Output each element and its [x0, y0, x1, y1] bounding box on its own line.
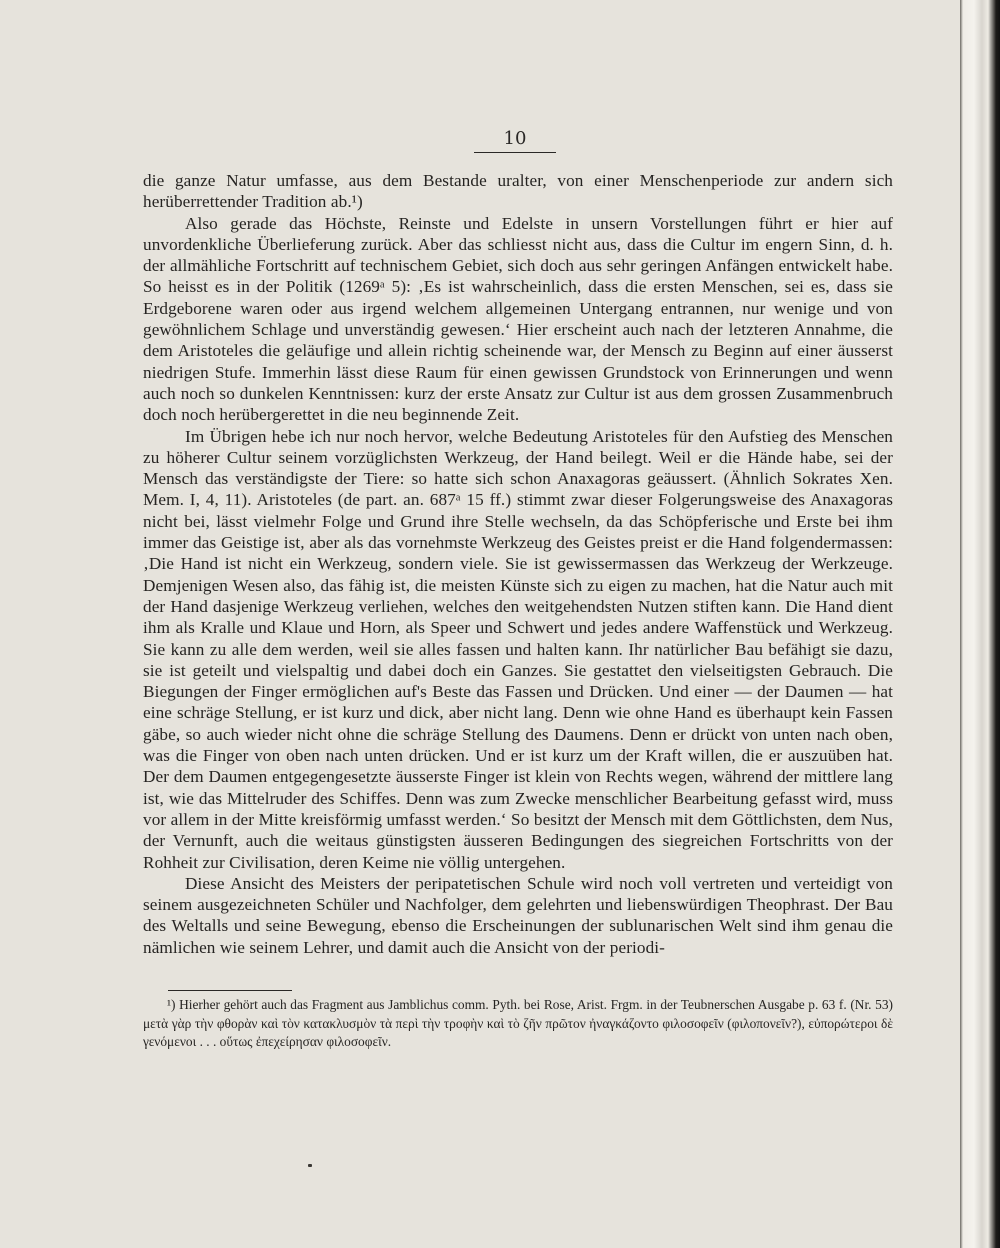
paragraph-tradition: Also gerade das Höchste, Reinste und Edelste in unsern Vorstellungen führt er hier auf unvordenkliche Überlieferung zurück. Aber das schliesst nicht aus, dass die Cultur im engern Sinn, d. h. der allmähliche Fortschritt auf technischem Gebiet, sich doch aus sehr geringen Anfängen entwickelt habe. So heisst es in der Politik (1269ᵃ 5): ‚Es ist wahrscheinlich, dass die ersten Menschen, sei es, dass sie Erdgeborene waren oder aus irgend welchem allgemeinen Untergang entrannen, nur wenige und von gewöhnlichem Schlage und unverständig gewesen.‘ Hier erscheint auch nach der letzteren Annahme, die dem Aristoteles die geläufige und allein richtig scheinende war, der Mensch zu Beginn auf einer äusserst niedrigen Stufe. Immerhin lässt diese Raum für einen gewissen Grundstock von Erinnerungen und wenn auch noch so dunkelen Kenntnissen: kurz der erste Ansatz zur Cultur ist aus dem grossen Zusammenbruch doch noch herübergerettet in die neu beginnende Zeit.	[143, 213, 893, 425]
main-text	[143, 170, 893, 958]
paragraph-hand: Im Übrigen hebe ich nur noch hervor, welche Bedeutung Aristoteles für den Aufstieg des Menschen zu höherer Cultur seinem vorzüglichsten Werkzeug, der Hand beilegt. Weil er die Hände habe, sei der Mensch das verständigste der Tiere: so hatte sich schon Anaxagoras geäussert. (Ähnlich Sokrates Xen. Mem. I, 4, 11). Aristoteles (de part. an. 687ᵃ 15 ff.) stimmt zwar dieser Folgerungsweise des Anaxagoras nicht bei, lässt vielmehr Folge und Grund ihre Stelle wechseln, da das Schöpferische und Erste bei ihm immer das Geistige ist, aber als das vornehmste Werkzeug des Geistes preist er die Hand folgendermassen: ‚Die Hand ist nicht ein Werkzeug, sondern viele. Sie ist gewissermassen das Werkzeug der Werkzeuge. Demjenigen Wesen also, das fähig ist, die meisten Künste sich zu eigen zu machen, hat die Natur auch mit der Hand dasjenige Werkzeug verliehen, welches den weitgehendsten Nutzen stiften kann. Die Hand dient ihm als Kralle und Klaue und Horn, als Speer und Schwert und jedes andere Waffenstück und Werkzeug. Sie kann zu alle dem werden, weil sie alles fassen und halten kann. Ihr natürlicher Bau befähigt sie dazu, sie ist geteilt und vielspaltig und dabei doch ein Ganzes. Sie gestattet den vielseitigsten Gebrauch. Die Biegungen der Finger ermöglichen auf's Beste das Fassen und Drücken. Und einer — der Daumen — hat eine schräge Stellung, er ist kurz und dick, aber nicht lang. Denn wie ohne Hand es überhaupt kein Fassen gäbe, so auch wieder nicht ohne die schräge Stellung des Daumens. Denn er drückt von unten nach oben, was die Finger von oben nach unten drücken. Und er ist kurz um der Kraft willen, die er auszuüben hat. Der dem Daumen entgegengesetzte äusserste Finger ist klein von Rechts wegen, während der mittlere lang ist, wie das Mittelruder des Schiffes. Denn was zum Zwecke menschlicher Bearbeitung gefasst wird, muss vor allem in der Mitte kreisförmig umfasst werden.‘ So besitzt der Mensch mit dem Göttlichsten, dem Nus, der Vernunft, auch die weitaus günstigsten äusseren Bedingungen des siegreichen Fortschritts von der Rohheit zur Civilisation, deren Keime nie völlig untergehen.	[143, 426, 893, 872]
ink-speck	[308, 1164, 312, 1167]
page-number: 10	[474, 128, 556, 153]
footnote-divider	[168, 990, 292, 991]
footnote-1: ¹) Hierher gehört auch das Fragment aus Jamblichus comm. Pyth. bei Rose, Arist. Frgm. in der Teubnerschen Ausgabe p. 63 f. (Nr. 53) μετὰ γὰρ τὴν φθορὰν καὶ τὸν κατακλυσμὸν τὰ περὶ τὴν τροφὴν καὶ τὸ ζῆν πρῶτον ἠναγκάζοντο φιλοσοφεῖν (φιλοπονεῖν?), εὐπορώτεροι δὲ γενόμενοι . . . οὕτως ἐπεχείρησαν φιλοσοφεῖν.	[143, 997, 893, 1049]
paragraph-continuation: die ganze Natur umfasse, aus dem Bestande uralter, von einer Menschenperiode zur andern sich herüberrettender Tradition ab.¹)	[143, 171, 893, 212]
book-edge	[960, 0, 1000, 1248]
paragraph-theophrast: Diese Ansicht des Meisters der peripatetischen Schule wird noch voll vertreten und verteidigt von seinem ausgezeichneten Schüler und Nachfolger, dem gelehrten und liebenswürdigen Theophrast. Der Bau des Weltalls und seine Bewegung, ebenso die Erscheinungen der sublunarischen Welt sind ihm genau die nämlichen wie seinem Lehrer, und damit auch die Ansicht von der periodi-	[143, 873, 893, 957]
footnotes	[143, 996, 893, 1052]
